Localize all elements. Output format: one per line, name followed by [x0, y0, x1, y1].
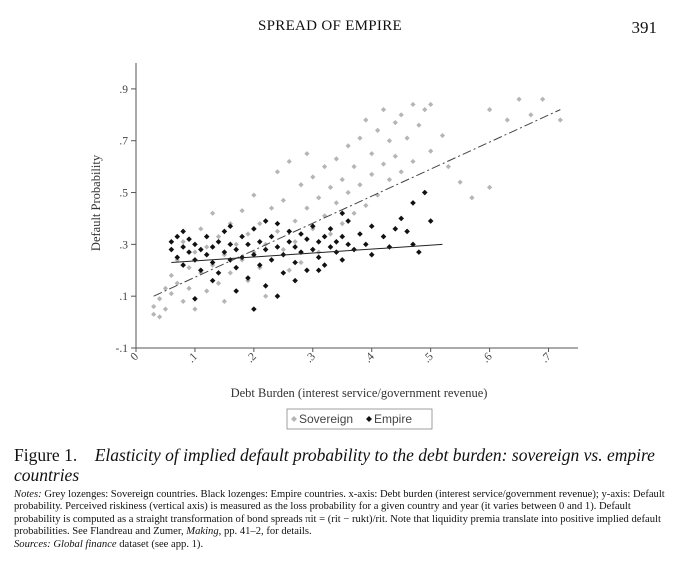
- sovereign-point: [387, 177, 392, 182]
- sovereign-point: [399, 112, 404, 117]
- empire-point: [245, 242, 251, 248]
- empire-point: [410, 200, 416, 206]
- empire-point: [192, 296, 198, 302]
- sovereign-point: [269, 205, 274, 210]
- sovereign-point: [363, 203, 368, 208]
- sovereign-point: [469, 195, 474, 200]
- figure-title: Elasticity of implied default probability to the debt burden: sovereign vs. empire countries: [14, 445, 655, 485]
- empire-point: [398, 216, 404, 222]
- sovereign-point: [192, 307, 197, 312]
- empire-point: [192, 242, 198, 248]
- sovereign-point: [340, 221, 345, 226]
- caption-title-block: [14, 445, 670, 485]
- sovereign-point: [204, 288, 209, 293]
- sovereign-point: [239, 208, 244, 213]
- chart-trend-lines: [154, 110, 561, 297]
- sovereign-point: [346, 143, 351, 148]
- empire-point: [180, 262, 186, 268]
- sovereign-point: [293, 239, 298, 244]
- sovereign-point: [298, 260, 303, 265]
- sovereign-point: [186, 265, 191, 270]
- sovereign-point: [440, 133, 445, 138]
- empire-point: [210, 278, 216, 284]
- sovereign-trend-line: [154, 110, 561, 297]
- sovereign-point: [175, 281, 180, 286]
- empire-point: [169, 247, 175, 253]
- sovereign-point: [558, 117, 563, 122]
- sovereign-point: [369, 151, 374, 156]
- sovereign-point: [540, 97, 545, 102]
- sovereign-point: [487, 107, 492, 112]
- sovereign-point: [198, 226, 203, 231]
- x-tick-label: .1: [185, 350, 201, 366]
- empire-point: [233, 265, 239, 271]
- empire-point: [381, 234, 387, 240]
- empire-point: [286, 229, 292, 235]
- sovereign-point: [263, 294, 268, 299]
- sovereign-point: [310, 174, 315, 179]
- y-axis-label: Default Probability: [89, 154, 103, 252]
- empire-point: [316, 255, 322, 261]
- running-title: SPREAD OF EMPIRE: [258, 18, 402, 34]
- empire-point: [174, 234, 180, 240]
- sovereign-point: [281, 198, 286, 203]
- x-tick-label: .4: [362, 350, 377, 366]
- empire-point: [322, 262, 328, 268]
- y-tick-label: .3: [119, 239, 128, 252]
- sovereign-point: [157, 314, 162, 319]
- notes-reference: Making: [186, 526, 219, 538]
- sovereign-point: [363, 117, 368, 122]
- empire-point: [387, 244, 393, 250]
- sovereign-point: [458, 180, 463, 185]
- sovereign-point: [328, 185, 333, 190]
- empire-point: [310, 247, 316, 253]
- empire-point: [180, 244, 186, 250]
- sovereign-point: [404, 136, 409, 141]
- empire-point: [263, 247, 269, 253]
- empire-legend-label: Empire: [374, 412, 413, 426]
- empire-point: [210, 244, 216, 250]
- empire-point: [422, 190, 428, 196]
- empire-point: [251, 226, 257, 232]
- empire-point: [222, 229, 228, 235]
- notes-label: Notes:: [14, 489, 42, 500]
- sovereign-point: [487, 185, 492, 190]
- sovereign-point: [216, 281, 221, 286]
- sovereign-point: [181, 299, 186, 304]
- x-axis-label: Debt Burden (interest service/government revenue): [230, 386, 488, 400]
- empire-point: [339, 210, 345, 216]
- figure-sources: [14, 539, 670, 551]
- sovereign-point: [328, 231, 333, 236]
- empire-point: [239, 234, 245, 240]
- sovereign-point: [410, 159, 415, 164]
- x-tick-label: .3: [303, 350, 318, 366]
- empire-point: [216, 270, 222, 276]
- sovereign-point: [204, 244, 209, 249]
- empire-point: [416, 249, 422, 255]
- sovereign-point: [428, 148, 433, 153]
- empire-point: [263, 283, 269, 289]
- empire-point: [292, 278, 298, 284]
- empire-point: [328, 226, 334, 232]
- sovereign-point: [304, 205, 309, 210]
- sovereign-point: [298, 182, 303, 187]
- sovereign-point: [351, 211, 356, 216]
- sovereign-point: [351, 164, 356, 169]
- empire-point: [204, 234, 210, 240]
- sovereign-point: [399, 169, 404, 174]
- sovereign-point: [251, 193, 256, 198]
- empire-point: [216, 239, 222, 245]
- empire-point: [316, 267, 322, 273]
- sovereign-point: [287, 159, 292, 164]
- chart-points: [151, 97, 563, 320]
- sovereign-point: [375, 128, 380, 133]
- empire-point: [292, 260, 298, 266]
- x-tick-label: 0: [128, 350, 142, 364]
- empire-point: [304, 236, 310, 242]
- empire-point: [275, 244, 281, 250]
- sovereign-point: [516, 97, 521, 102]
- sovereign-point: [287, 268, 292, 273]
- empire-point: [233, 288, 239, 294]
- empire-point: [192, 257, 198, 263]
- x-tick-label: .2: [244, 350, 259, 366]
- sovereign-point: [151, 304, 156, 309]
- sovereign-point: [192, 250, 197, 255]
- sovereign-point: [322, 164, 327, 169]
- empire-point: [345, 242, 351, 248]
- empire-point: [334, 239, 340, 245]
- chart-axes: [116, 63, 578, 365]
- empire-point: [169, 239, 175, 245]
- sovereign-point: [446, 164, 451, 169]
- sovereign-point: [304, 151, 309, 156]
- y-tick-label: .1: [119, 291, 128, 304]
- page-number: 391: [631, 18, 657, 37]
- empire-point: [281, 270, 287, 276]
- sovereign-point: [293, 218, 298, 223]
- sovereign-point: [334, 156, 339, 161]
- sovereign-point: [151, 312, 156, 317]
- y-tick-label: -.1: [115, 343, 128, 355]
- sovereign-point: [393, 120, 398, 125]
- sovereign-point: [505, 117, 510, 122]
- sovereign-point: [416, 123, 421, 128]
- empire-point: [275, 293, 281, 299]
- empire-point: [351, 247, 357, 253]
- sovereign-point: [357, 136, 362, 141]
- empire-point: [357, 231, 363, 237]
- sovereign-point: [275, 169, 280, 174]
- empire-point: [322, 234, 328, 240]
- empire-point: [304, 267, 310, 273]
- sovereign-point: [228, 270, 233, 275]
- empire-point: [393, 226, 399, 232]
- empire-point: [251, 306, 257, 312]
- y-tick-label: .7: [119, 135, 128, 148]
- empire-point: [186, 236, 192, 242]
- empire-point: [404, 229, 410, 235]
- empire-point: [428, 218, 434, 224]
- x-tick-label: .5: [421, 350, 436, 366]
- x-tick-label: .6: [480, 350, 495, 366]
- figure-number: Figure 1.: [14, 445, 78, 465]
- empire-point: [292, 244, 298, 250]
- sovereign-point: [216, 234, 221, 239]
- sovereign-point: [528, 112, 533, 117]
- empire-point: [180, 229, 186, 235]
- empire-point: [269, 257, 275, 263]
- sovereign-point: [340, 177, 345, 182]
- sovereign-point: [357, 182, 362, 187]
- y-tick-label: .9: [119, 83, 128, 96]
- sovereign-point: [422, 107, 427, 112]
- sovereign-point: [181, 239, 186, 244]
- sovereign-point: [316, 195, 321, 200]
- sovereign-point: [410, 102, 415, 107]
- sources-label: Sources:: [14, 538, 51, 550]
- sovereign-point: [428, 102, 433, 107]
- sovereign-point: [169, 291, 174, 296]
- sovereign-point: [387, 138, 392, 143]
- running-head: [0, 18, 681, 38]
- sovereign-point: [222, 299, 227, 304]
- sovereign-point: [381, 161, 386, 166]
- sovereign-point: [346, 190, 351, 195]
- empire-point: [339, 234, 345, 240]
- sovereign-point: [157, 296, 162, 301]
- empire-point: [233, 247, 239, 253]
- empire-point: [204, 252, 210, 258]
- empire-point: [363, 242, 369, 248]
- sovereign-point: [275, 229, 280, 234]
- empire-point: [263, 218, 269, 224]
- sovereign-point: [210, 211, 215, 216]
- empire-point: [328, 244, 334, 250]
- sovereign-point: [334, 200, 339, 205]
- sovereign-point: [163, 307, 168, 312]
- sovereign-point: [186, 286, 191, 291]
- empire-point: [286, 239, 292, 245]
- sovereign-point: [245, 231, 250, 236]
- empire-point: [369, 223, 375, 229]
- empire-point: [345, 218, 351, 224]
- x-tick-label: .7: [539, 350, 554, 366]
- scatter-chart: [0, 40, 681, 440]
- empire-point: [298, 231, 304, 237]
- notes-text: Grey lozenges: Sovereign countries. Black lozenges: Empire countries. x-axis: Debt burden (interest service/government revenue); y-axis: Default probability. Perceived riskiness (vertical axis) is measured as the loss probability for a given country and year (it varies between 0 and 1). Default probability is computed as a straight transformation of bond spreads πit = (rit − rukt)/rit. Note that liquidity premia translate into positive implied default probabilities. See Flandreau and Zumer,: [14, 489, 665, 538]
- sovereign-point: [393, 154, 398, 159]
- empire-point: [198, 247, 204, 253]
- empire-point: [186, 249, 192, 255]
- chart-legend: [287, 409, 432, 429]
- sovereign-point: [281, 247, 286, 252]
- empire-point: [275, 221, 281, 227]
- y-tick-label: .5: [119, 187, 128, 200]
- empire-point: [369, 252, 375, 258]
- figure-notes: [14, 489, 670, 539]
- sources-tail: dataset (see app. 1).: [116, 538, 204, 550]
- sovereign-point: [234, 242, 239, 247]
- empire-point: [257, 239, 263, 245]
- empire-point: [334, 249, 340, 255]
- sovereign-point: [381, 107, 386, 112]
- sovereign-point: [257, 221, 262, 226]
- empire-point: [227, 242, 233, 248]
- sovereign-point: [369, 172, 374, 177]
- sources-reference: Global finance: [53, 538, 117, 550]
- empire-point: [339, 257, 345, 263]
- notes-tail: , pp. 41–2, for details.: [218, 526, 312, 538]
- empire-point: [316, 239, 322, 245]
- figure-caption: [14, 445, 670, 551]
- empire-point: [269, 234, 275, 240]
- sovereign-legend-label: Sovereign: [299, 412, 354, 426]
- sovereign-point: [169, 273, 174, 278]
